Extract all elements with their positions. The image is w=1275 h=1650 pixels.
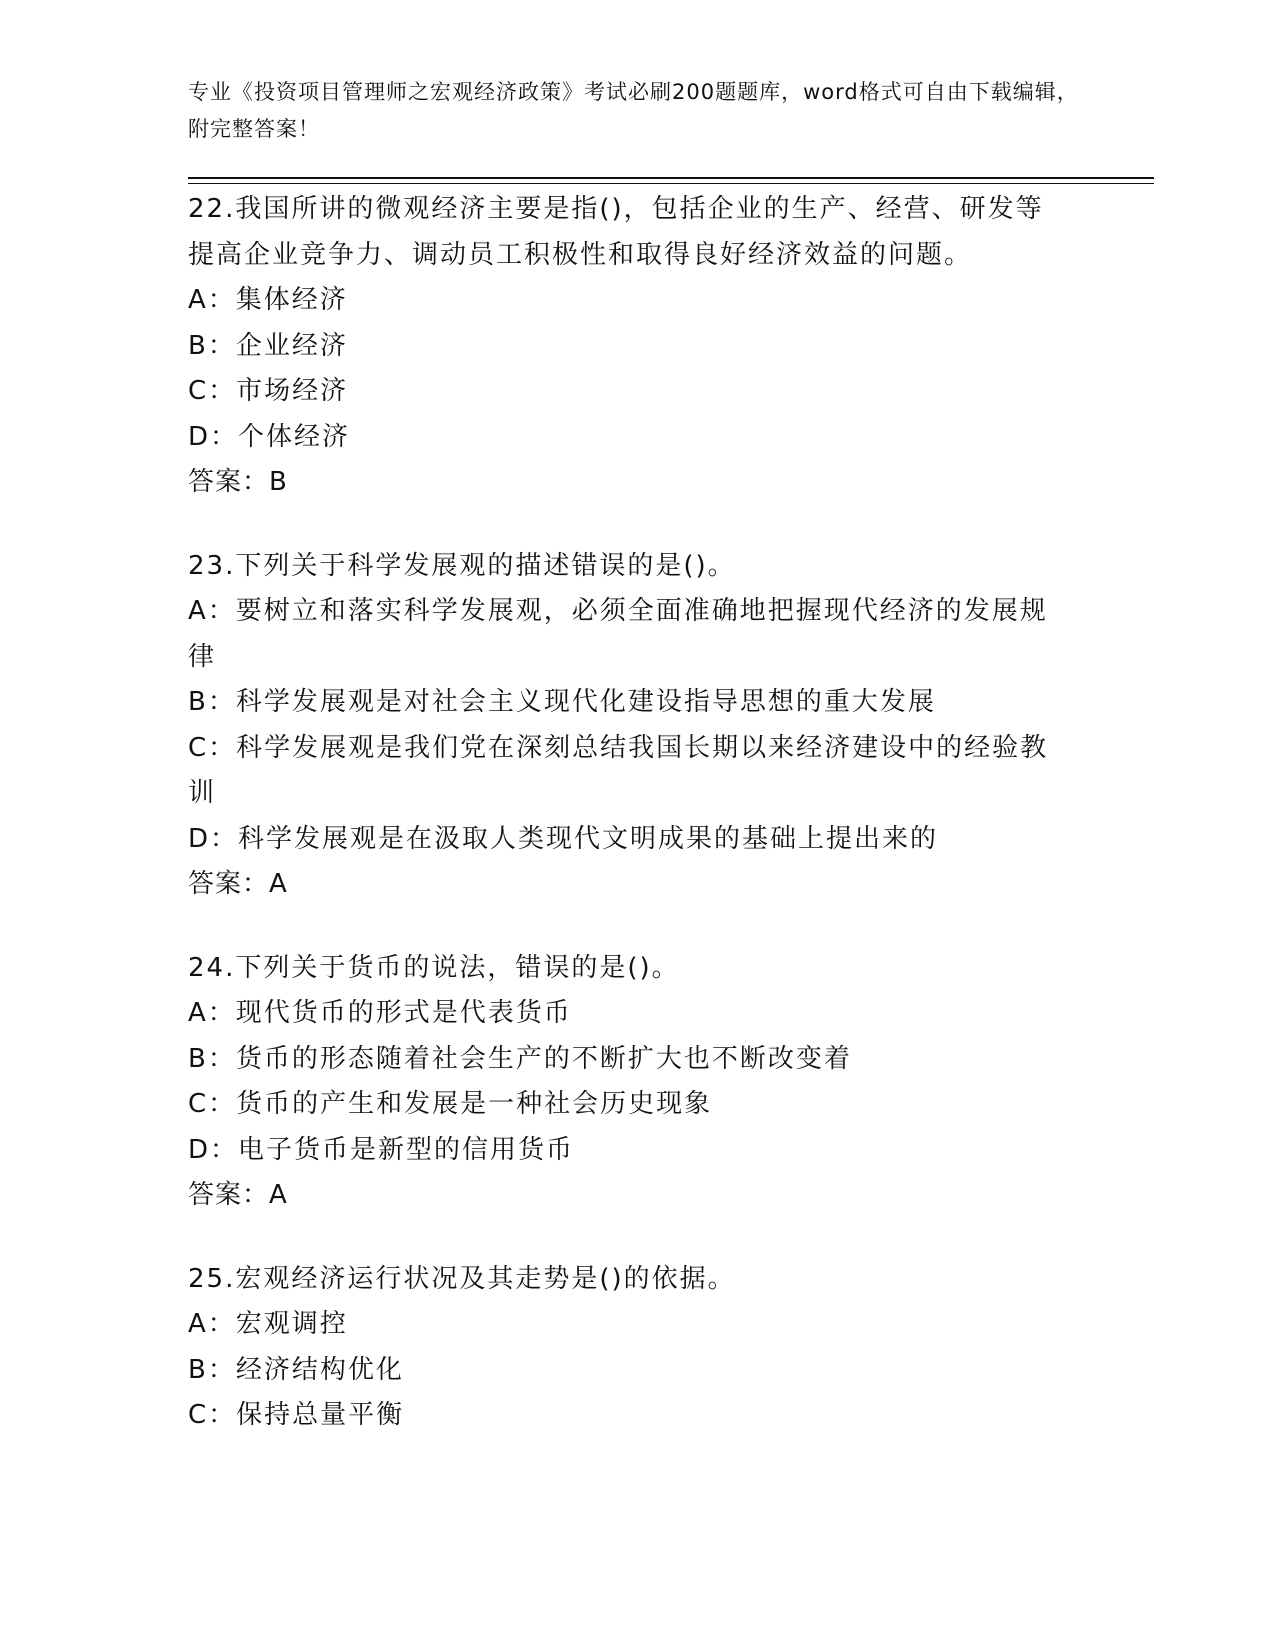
document-header: 专业《投资项目管理师之宏观经济政策》考试必刷200题题库，word格式可自由下载编辑，附完整答案！	[188, 80, 1079, 141]
question-stem: 23.下列关于科学发展观的描述错误的是()。	[188, 550, 736, 581]
question-stem: 22.我国所讲的微观经济主要是指()，包括企业的生产、经营、研发等提高企业竞争力、调动员工积极性和取得良好经济效益的问题。	[188, 194, 1044, 270]
answer-line: 答案：A	[188, 869, 288, 899]
option-c: C：货币的产生和发展是一种社会历史现象	[188, 1089, 713, 1119]
question-23	[188, 544, 1088, 908]
header-divider-thin	[188, 183, 1154, 184]
option-c: C：保持总量平衡	[188, 1400, 405, 1430]
answer-line: 答案：A	[188, 1180, 288, 1210]
header-divider-thick	[188, 177, 1154, 179]
option-c: C：市场经济	[188, 376, 349, 406]
question-list	[188, 187, 1088, 1477]
option-d: D：个体经济	[188, 421, 351, 452]
option-a: A：要树立和落实科学发展观，必须全面准确地把握现代经济的发展规律	[188, 596, 1048, 672]
option-b: B：经济结构优化	[188, 1354, 404, 1385]
option-a: A：现代货币的形式是代表货币	[188, 998, 572, 1028]
option-c: C：科学发展观是我们党在深刻总结我国长期以来经济建设中的经验教训	[188, 732, 1049, 808]
question-22	[188, 187, 1088, 506]
question-stem: 24.下列关于货币的说法，错误的是()。	[188, 952, 680, 983]
option-d: D：科学发展观是在汲取人类现代文明成果的基础上提出来的	[188, 823, 939, 854]
option-a: A：宏观调控	[188, 1309, 348, 1339]
option-d: D：电子货币是新型的信用货币	[188, 1134, 575, 1165]
question-25	[188, 1257, 1088, 1439]
option-a: A：集体经济	[188, 285, 348, 315]
question-stem: 25.宏观经济运行状况及其走势是()的依据。	[188, 1263, 736, 1294]
option-b: B：货币的形态随着社会生产的不断扩大也不断改变着	[188, 1043, 852, 1074]
option-b: B：科学发展观是对社会主义现代化建设指导思想的重大发展	[188, 687, 936, 717]
option-b: B：企业经济	[188, 330, 348, 361]
answer-line: 答案：B	[188, 467, 288, 497]
question-24	[188, 946, 1088, 1219]
